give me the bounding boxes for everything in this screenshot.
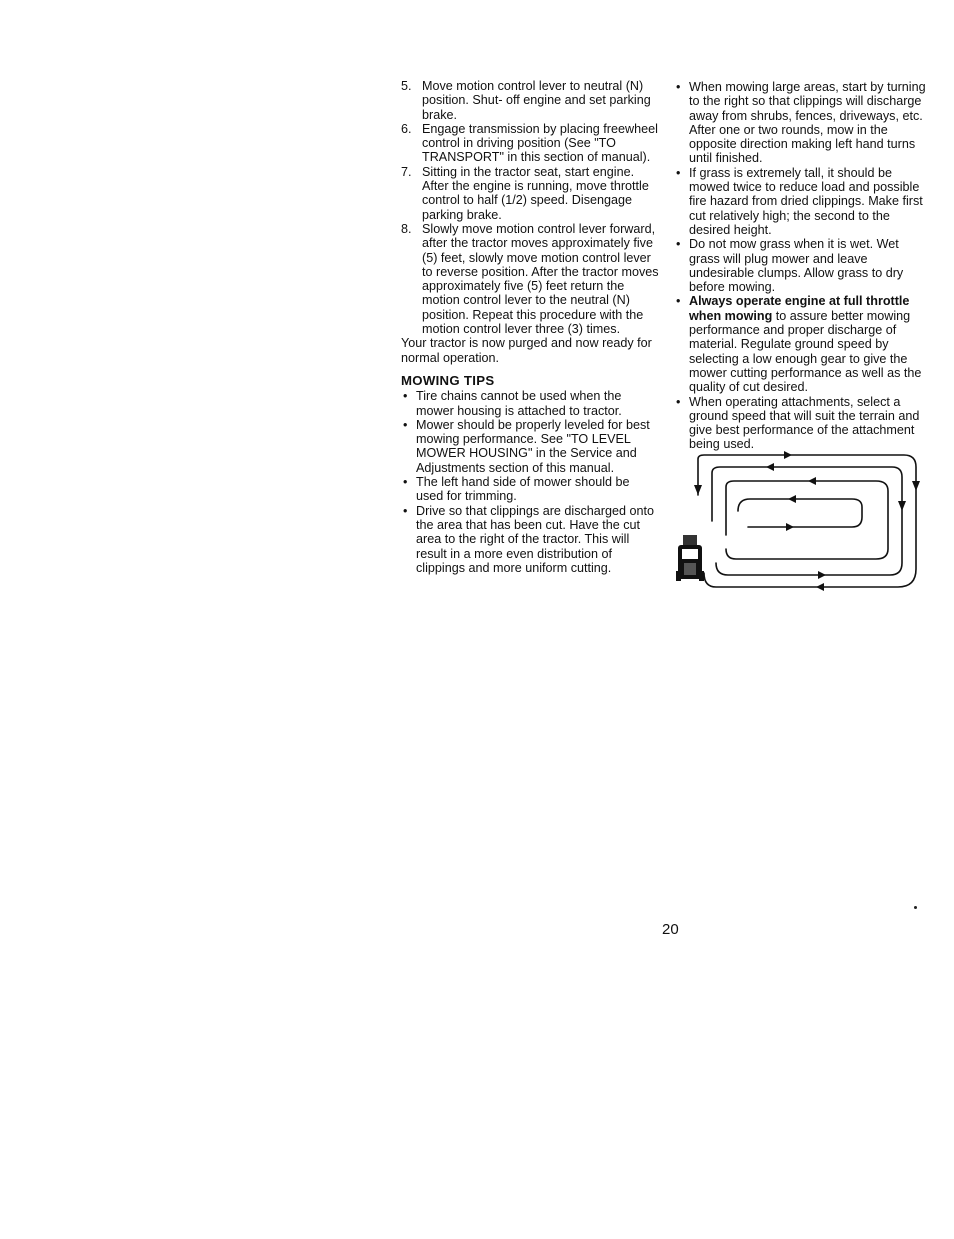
tip-text: Tire chains cannot be used when the mower housing is attached to tractor. (416, 389, 622, 418)
tip-item (674, 395, 930, 452)
step-number: 5. (401, 79, 412, 93)
step-text: Engage transmission by placing freewheel control in driving position (See "TO TRANSPORT" in this section of manual). (422, 121, 658, 165)
arrow-icon (784, 451, 792, 459)
tip-bold-text: Always operate engine at full throttle when mowing (689, 294, 910, 323)
arrow-icon (766, 463, 774, 471)
arrow-icon (818, 571, 826, 579)
tip-item (674, 237, 930, 294)
third-pass-path (726, 481, 888, 559)
step-text: Move motion control lever to neutral (N) position. Shut- off engine and set parking brake. (422, 79, 651, 122)
purged-note: Your tractor is now purged and now ready for normal operation. (401, 336, 652, 365)
tip-text: When operating attachments, select a ground speed that will suit the terrain and give best performance of the attachment being used. (689, 394, 920, 452)
mowing-tips-right-list (674, 80, 930, 452)
bullet-icon: • (403, 417, 408, 432)
inner-pass-path (738, 499, 862, 527)
bullet-icon: • (403, 475, 408, 490)
tip-item (401, 418, 659, 475)
tip-text: The left hand side of mower should be used for trimming. (416, 475, 630, 504)
tip-item (674, 80, 930, 166)
arrow-icon (816, 583, 824, 591)
bullet-icon: • (676, 237, 681, 252)
step-text: Sitting in the tractor seat, start engine. After the engine is running, move throttle control to half (1/2) speed. Disengage parking brake. (422, 164, 649, 222)
bullet-icon: • (676, 294, 681, 309)
bullet-icon: • (676, 394, 681, 409)
tip-item (401, 389, 659, 418)
arrow-icon (912, 481, 920, 491)
tip-item (401, 504, 659, 575)
tractor-icon (676, 535, 704, 581)
step-number: 7. (401, 164, 412, 179)
bullet-icon: • (676, 165, 681, 180)
bullet-icon: • (403, 503, 408, 518)
tip-text: If grass is extremely tall, it should be mowed twice to reduce load and possible fire hazard from dried clippings. Make first cut relatively high; the second to the desired height. (689, 165, 923, 237)
tip-item (674, 294, 930, 394)
arrow-icon (808, 477, 816, 485)
step-number: 8. (401, 221, 412, 236)
bullet-icon: • (676, 80, 681, 94)
step-item (401, 122, 659, 165)
page-number: 20 (662, 921, 679, 938)
tip-text: Mower should be properly leveled for best mowing performance. See "TO LEVEL MOWER HOUSING" in the Service and Adjustments section of this manual. (416, 417, 650, 475)
mowing-pattern-diagram (676, 451, 922, 601)
print-speck (914, 906, 917, 909)
bullet-icon: • (403, 389, 408, 404)
tip-text: When mowing large areas, start by turning to the right so that clippings will discharge away from shrubs, fences, driveways, etc. After one or two rounds, mow in the opposite direction making left hand turns until finished. (689, 80, 926, 166)
step-item (401, 165, 659, 222)
mowing-tips-left-list (401, 389, 659, 575)
arrow-icon (694, 485, 702, 495)
tip-item (674, 166, 930, 237)
tip-text: to assure better mowing performance and proper discharge of material. Regulate ground speed by selecting a low enough gear to give the mower cutting performance as well as the quality of cut desired. (689, 308, 922, 395)
purge-steps-list (401, 79, 659, 336)
left-column (401, 79, 659, 575)
arrow-icon (898, 501, 906, 511)
arrow-icon (788, 495, 796, 503)
arrow-icon (786, 523, 794, 531)
step-number: 6. (401, 121, 412, 136)
tip-text: Do not mow grass when it is wet. Wet grass will plug mower and leave undesirable clumps. Allow grass to dry before mowing. (689, 237, 904, 295)
step-text: Slowly move motion control lever forward, after the tractor moves approximately five (5) feet, slowly move motion control lever to reverse position. After the tractor moves approximately five (5) feet return the motion control lever to the neutral (N) position. Repeat this procedure with the motion control lever three (3) times. (422, 221, 659, 337)
step-item (401, 222, 659, 336)
mowing-pattern-illustration (676, 451, 922, 601)
tip-item (401, 475, 659, 504)
step-item (401, 79, 659, 122)
right-column (674, 79, 930, 452)
tip-text: Drive so that clippings are discharged onto the area that has been cut. Have the cut area to the right of the tractor. This will result in a more even distribution of clippings and more uniform cutting. (416, 503, 655, 575)
outer-pass-path (698, 455, 916, 587)
mowing-tips-heading: MOWING TIPS (401, 372, 495, 388)
